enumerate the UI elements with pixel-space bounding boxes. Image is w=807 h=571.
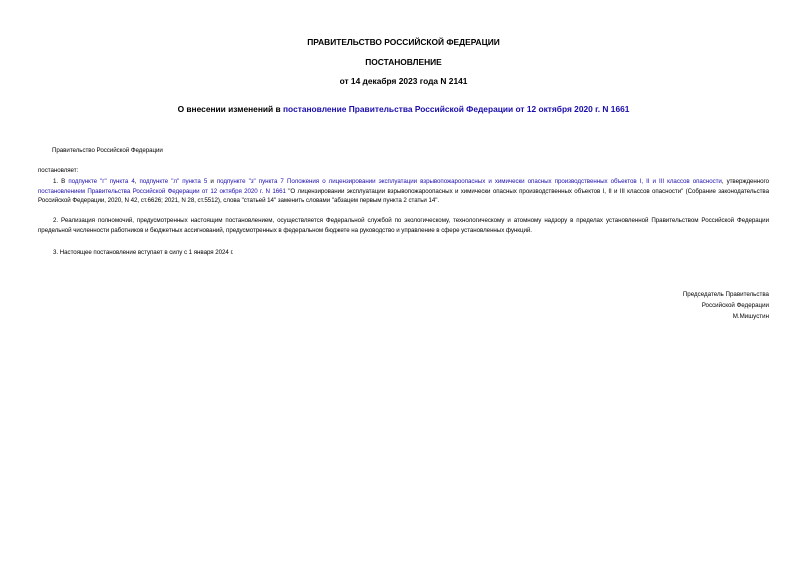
paragraph-3: 3. Настоящее постановление вступает в силу с 1 января 2024 г. [53, 249, 234, 256]
p1-text-1: 1. В [53, 178, 69, 185]
paragraph-2: 2. Реализация полномочий, предусмотренных настоящим постановлением, осуществляется Федеральной службой по экологическому, технологическому и атомному надзору в пределах установленной Правительством Российской Федерации предельной численности работников и бюджетных ассигнований, предусмотренных в федеральном бюджете на руководство и управление в сфере установленных функций. [38, 217, 769, 234]
signature-name: М.Мишустин [732, 312, 769, 320]
subparagraph-g-item-4-link[interactable]: подпункте "г" пункта 4 [68, 178, 135, 185]
subparagraph-l-item-5-link[interactable]: подпункте "л" пункта 5 [139, 178, 208, 185]
document-title [38, 104, 769, 115]
date-number-heading: от 14 декабря 2023 года N 2141 [339, 76, 468, 86]
signature-org: Российской Федерации [701, 301, 769, 309]
title-prefix: О внесении изменений в [177, 104, 283, 114]
signature-block [683, 290, 769, 322]
decree-1661-link[interactable]: постановлением Правительства Российской Федерации от 12 октября 2020 г. N 1661 [38, 187, 286, 195]
p1-text-3: и [207, 178, 217, 185]
p1-text-5: , утвержденного [721, 178, 769, 185]
doc-type-heading: ПОСТАНОВЛЕНИЕ [365, 57, 442, 67]
subparagraph-z-item-7-link[interactable]: подпункте "з" пункта 7 [216, 178, 284, 185]
signature-title: Председатель Правительства [682, 291, 769, 298]
amended-decree-link[interactable]: постановление Правительства Российской Федерации от 12 октября 2020 г. N 1661 [283, 104, 630, 114]
document-page [38, 0, 769, 571]
p1-text-6: "О лицензировании эксплуатации взрывопожароопасных и химически опасных производственных объектов I, II и III классов опасности" (Собрание законодательства Российской Федерации, 2020, N 42, ст.6626; 2021, N 28, ст.5512), слова "статьей 14" заменить словами "абзацем первым пункта 2 статьи 14". [38, 187, 769, 205]
decree-text: постановляет: [38, 167, 79, 174]
org-heading: ПРАВИТЕЛЬСТВО РОССИЙСКОЙ ФЕДЕРАЦИИ [307, 37, 500, 47]
issuer-text: Правительство Российской Федерации [52, 147, 163, 154]
paragraph-1 [38, 177, 769, 206]
p1-text-2: , [134, 178, 140, 185]
regulation-link[interactable]: Положения о лицензировании эксплуатации взрывопожароопасных и химически опасных производственных объектов I, II и III классов опасности [286, 178, 722, 185]
